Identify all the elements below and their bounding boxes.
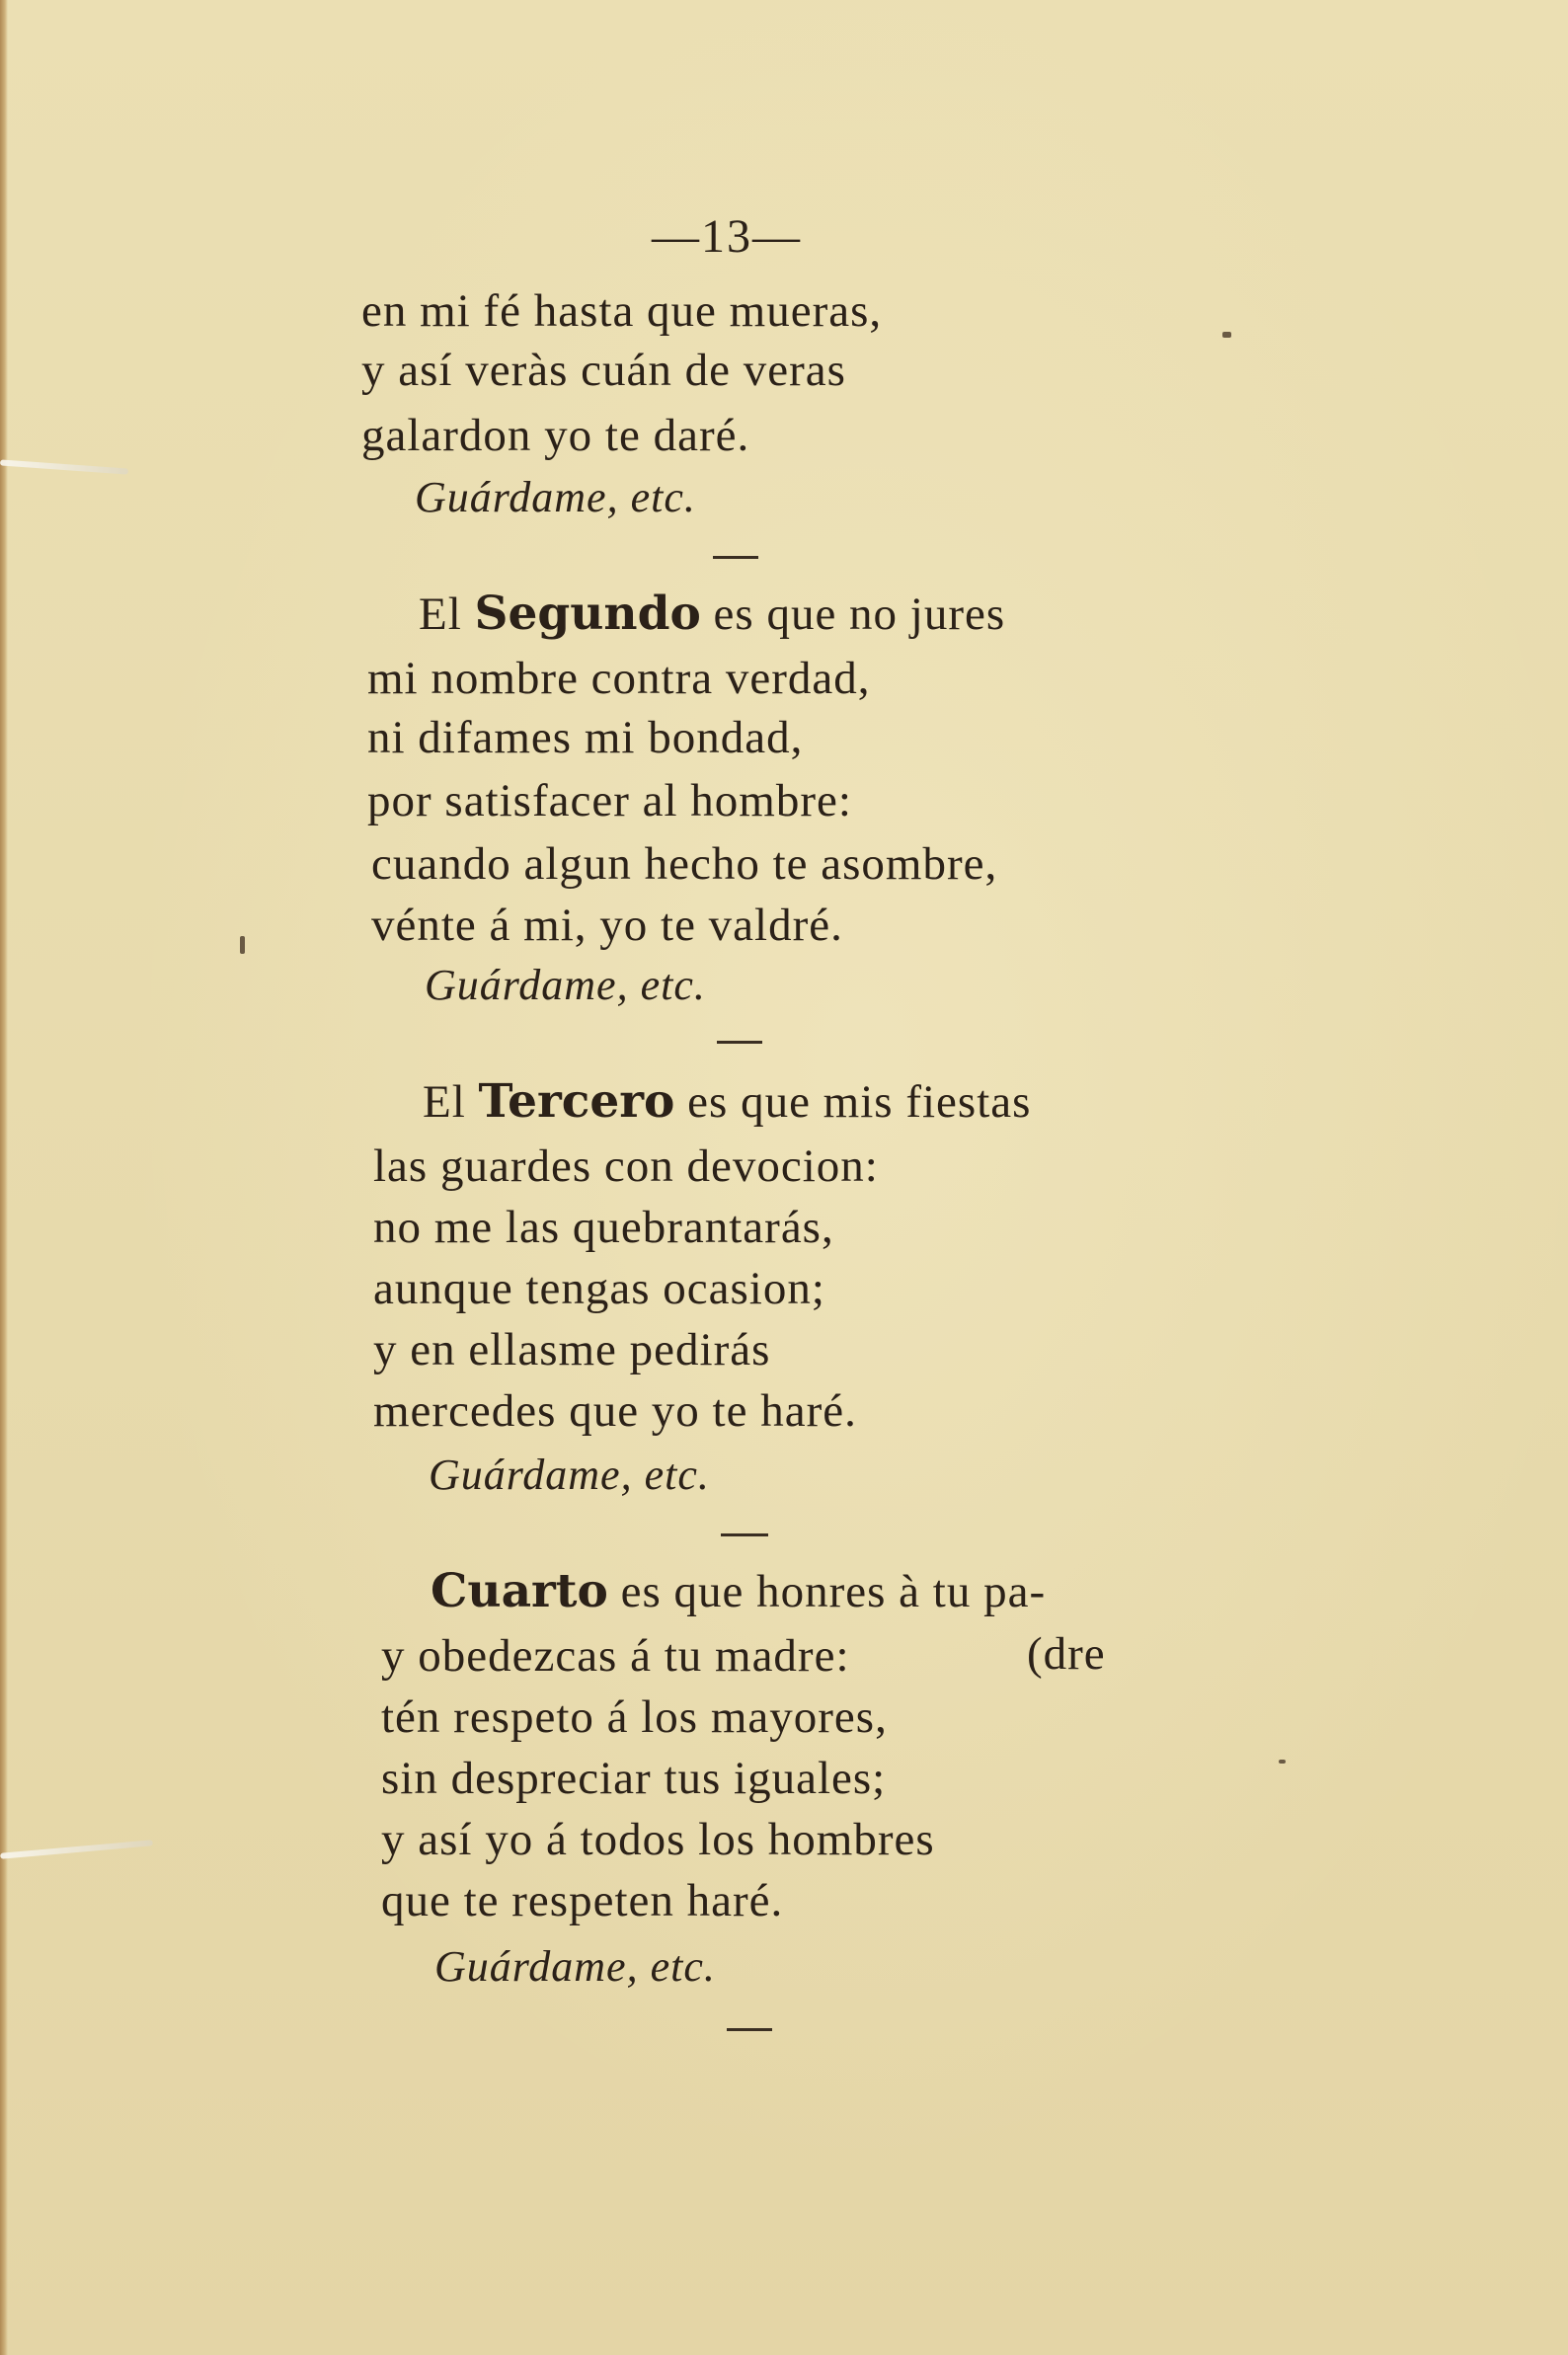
verse-line: tén respeto á los mayores, [381, 1691, 888, 1743]
stanza-divider [717, 1041, 762, 1044]
refrain-line: Guárdame, etc. [429, 1451, 710, 1499]
hyphen-continuation: (dre [1027, 1628, 1106, 1680]
refrain-line: Guárdame, etc. [434, 1942, 716, 1991]
verse-line: y así veràs cuán de veras [361, 345, 846, 396]
ink-speck [1279, 1760, 1286, 1764]
verse-line: mi nombre contra verdad, [367, 653, 871, 704]
verse-line: ni difames mi bondad, [367, 712, 804, 763]
page-number: —13— [652, 210, 802, 263]
verse-line: galardon yo te daré. [361, 410, 750, 461]
refrain-line: Guárdame, etc. [415, 473, 696, 521]
lead-word: El [423, 1076, 466, 1128]
verse-line: mercedes que yo te haré. [373, 1385, 857, 1437]
ordinal-word: Tercero [478, 1074, 675, 1129]
ordinal-word: Segundo [474, 587, 701, 641]
verse-line: las guardes con devocion: [373, 1140, 879, 1192]
verse-line: en mi fé hasta que mueras, [361, 285, 883, 337]
verse-line: y así yo á todos los hombres [381, 1814, 935, 1865]
lead-rest: es que honres à tu pa- [620, 1566, 1047, 1617]
verse-line-lead [419, 587, 1005, 641]
verse-line: vénte á mi, yo te valdré. [371, 900, 843, 951]
verse-line: sin despreciar tus iguales; [381, 1753, 887, 1804]
verse-line-lead [423, 1074, 1031, 1129]
lead-rest: es que no jures [713, 589, 1006, 640]
verse-line: y obedezcas á tu madre: [381, 1630, 850, 1682]
verse-line: y en ellasme pedirás [373, 1324, 771, 1375]
lead-word: El [419, 589, 462, 640]
verse-line: cuando algun hecho te asombre, [371, 838, 998, 890]
stanza-divider [727, 2028, 772, 2031]
page-binding-edge [0, 0, 8, 2355]
ink-speck [1222, 332, 1231, 338]
verse-line: que te respeten haré. [381, 1875, 784, 1926]
verse-line: no me las quebrantarás, [373, 1202, 834, 1253]
refrain-line: Guárdame, etc. [425, 961, 706, 1009]
verse-line-lead [431, 1564, 1046, 1618]
ordinal-word: Cuarto [431, 1564, 608, 1618]
stanza-divider [721, 1533, 768, 1536]
ink-speck [240, 936, 245, 954]
verse-line: aunque tengas ocasion; [373, 1263, 825, 1314]
stanza-divider [713, 556, 758, 559]
verse-line: por satisfacer al hombre: [367, 775, 852, 826]
binding-thread [0, 459, 128, 474]
binding-thread [0, 1840, 153, 1858]
lead-rest: es que mis fiestas [687, 1076, 1032, 1128]
